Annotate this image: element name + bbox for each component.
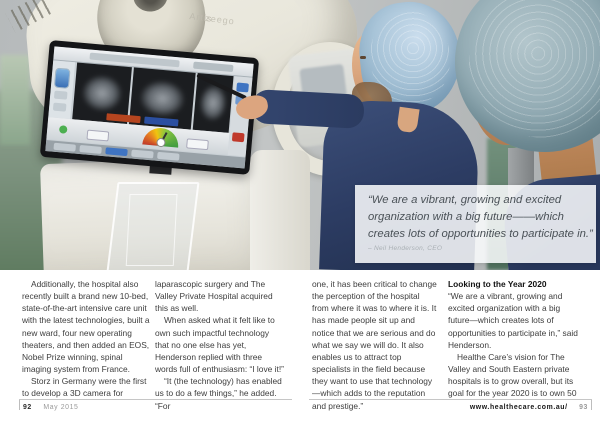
sidebar-slot bbox=[54, 91, 68, 100]
wall-monitor bbox=[40, 40, 259, 175]
tool-button-red bbox=[232, 132, 245, 142]
imaging-software-screen bbox=[45, 46, 253, 168]
xray-image bbox=[199, 85, 227, 121]
bottom-button bbox=[131, 150, 154, 159]
article-column-2 bbox=[155, 278, 284, 412]
page-number-left: 92 bbox=[23, 404, 32, 411]
article-column-4 bbox=[448, 278, 581, 400]
article-column-1 bbox=[22, 278, 150, 400]
bottom-button bbox=[53, 143, 76, 152]
footer-right bbox=[309, 399, 592, 411]
machine-brand-text: Artis bbox=[188, 11, 213, 24]
sidebar-slot bbox=[53, 103, 67, 112]
pull-quote-line-1: “We are a vibrant, growing and excited bbox=[368, 194, 562, 206]
xray-image bbox=[81, 75, 122, 112]
clinician1-arm bbox=[251, 89, 365, 129]
paragraph: one, it has been critical to change the perception of the hospital from where it was to where it is. It has made people sit up and notice that we are serious and do what we say we will do. It also enables us to attract top specialists in the field because they want to use that technology—which adds to the reputation and prestige.” bbox=[312, 279, 437, 411]
footer-left-row bbox=[19, 404, 292, 411]
footer-tick bbox=[591, 400, 592, 410]
patient-figure-icon bbox=[55, 69, 70, 88]
bottom-button bbox=[157, 152, 180, 161]
machine-model-text: zeego bbox=[204, 12, 236, 27]
website-url: www.healthecare.com.au/ bbox=[469, 404, 568, 411]
bottom-button bbox=[79, 145, 102, 154]
footer-tick bbox=[19, 400, 20, 410]
detector-center bbox=[132, 0, 168, 13]
paragraph: “It (the technology) has enabled us to do a few things,” he added. “For bbox=[155, 376, 282, 411]
paragraph: laparascopic surgery and The Valley Private Hospital acquired this as well. bbox=[155, 279, 273, 314]
toolbar-segment-2 bbox=[193, 62, 233, 72]
bottom-button-active bbox=[105, 147, 128, 156]
dashboard-button bbox=[186, 138, 209, 150]
footer-left bbox=[19, 399, 292, 411]
green-window bbox=[0, 55, 30, 145]
section-heading: Looking to the Year 2020 bbox=[448, 279, 547, 289]
xray-image bbox=[139, 80, 185, 118]
paragraph: When asked what it felt like to own such impactful technology that no one else has yet, Henderson replied with three words full of enthusiasm: “I love it!” bbox=[155, 315, 284, 375]
pull-quote-line-3: creates lots of opportunities to participate in.” bbox=[368, 227, 593, 240]
paragraph: Storz in Germany were the first to develop a 3D camera for bbox=[22, 376, 147, 399]
cap-texture bbox=[462, 0, 600, 145]
dose-gauge bbox=[142, 127, 179, 148]
article-column-3 bbox=[312, 278, 438, 412]
status-dot-icon bbox=[59, 125, 68, 134]
cart-column bbox=[250, 150, 310, 270]
page-number-right: 93 bbox=[579, 404, 588, 411]
dashboard-button bbox=[86, 130, 109, 142]
screen-left-sidebar bbox=[48, 60, 75, 119]
clinician2-surgical-cap bbox=[446, 0, 600, 161]
paragraph: Healthe Care’s vision for The Valley and South Eastern private hospitals is to grow overall, but its goal for the year 2020 is to own 50 bbox=[448, 351, 577, 399]
tool-button-blue bbox=[236, 82, 249, 92]
paragraph: Additionally, the hospital also recently built a brand new 10-bed, state-of-the-art intensive care unit with the latest technologies, built a new ward, four new operating theaters, and then added an EOS, Nobel Prize winning, spinal imaging system from France. bbox=[22, 279, 150, 375]
clinician1-eye bbox=[360, 56, 366, 59]
issue-date: May 2015 bbox=[43, 404, 79, 411]
gauge-hub bbox=[157, 139, 165, 147]
acrylic-bin-inner bbox=[126, 194, 178, 266]
footer-right-row bbox=[309, 404, 592, 411]
pull-quote-attribution: – Neil Henderson, CEO bbox=[368, 245, 443, 253]
paragraph: “We are a vibrant, growing and excited organization with a big future—which creates lots of opportunities to participate in,” said Henderson. bbox=[448, 291, 578, 350]
acrylic-bin bbox=[106, 182, 199, 270]
pull-quote bbox=[355, 185, 596, 263]
pull-quote-line-2: organization with a big future——which bbox=[368, 210, 564, 223]
